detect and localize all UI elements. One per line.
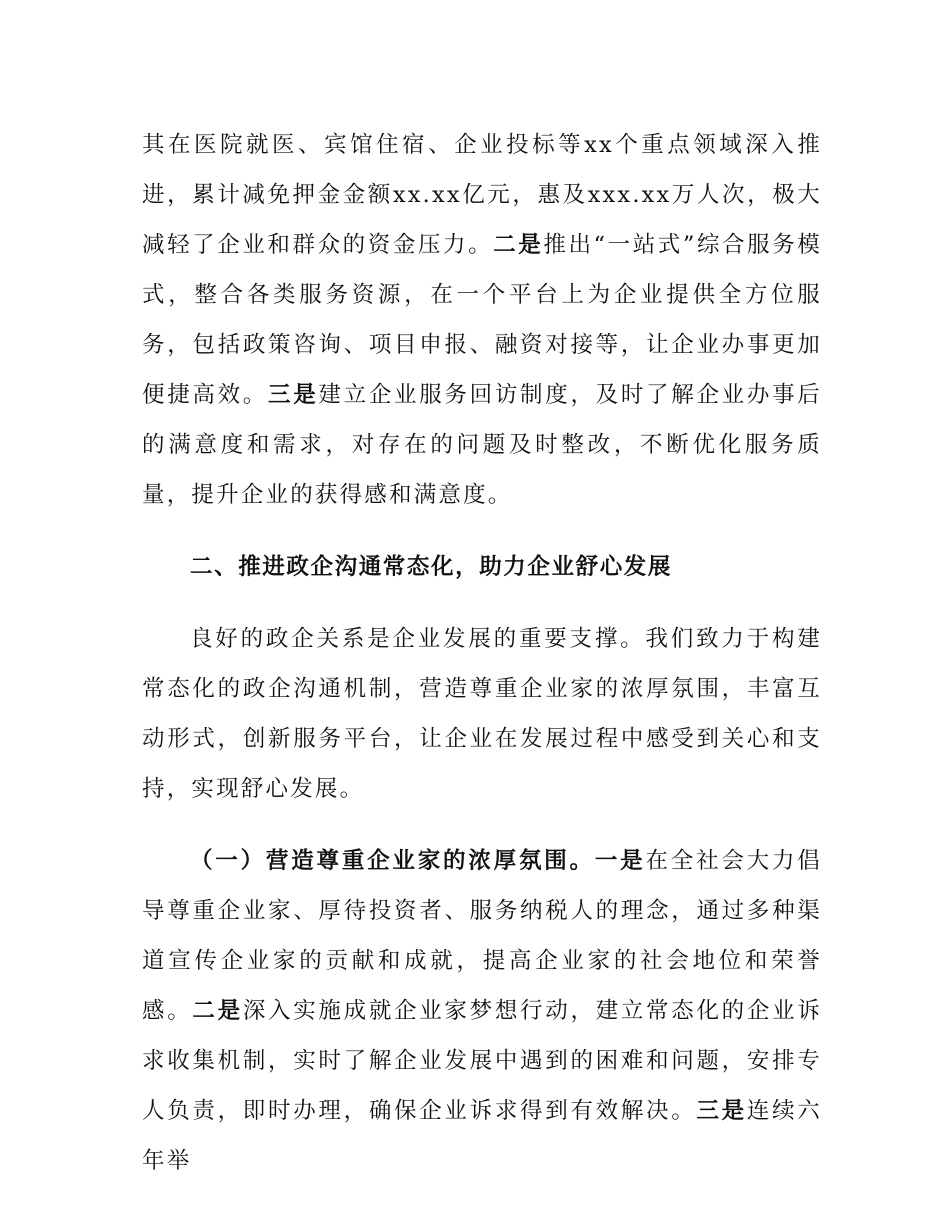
emphasis-first: 一是 xyxy=(594,848,646,874)
paragraph-text: 推出“一站式”综合服务模式，整合各类服务资源，在一个平台上为企业提供全方位服务，包括政策咨询、项目申报、融资对接等，让企业办事更加便捷高效。 xyxy=(142,232,822,408)
paragraph-deposit-reduction xyxy=(142,120,822,520)
document-body xyxy=(142,120,822,1186)
emphasis-third: 三是 xyxy=(696,1098,747,1124)
paragraph-text: 连续六年举 xyxy=(142,1098,822,1174)
emphasis-third: 三是 xyxy=(268,382,319,408)
paragraph-text: 深入实施成就企业家梦想行动，建立常态化的企业诉求收集机制，实时了解企业发展中遇到的困难和问题，安排专人负责，即时办理，确保企业诉求得到有效解决。 xyxy=(142,998,822,1124)
paragraph-text: 建立企业服务回访制度，及时了解企业办事后的满意度和需求，对存在的问题及时整改，不断优化服务质量，提升企业的获得感和满意度。 xyxy=(142,382,822,508)
paragraph-intro: 良好的政企关系是企业发展的重要支撑。我们致力于构建常态化的政企沟通机制，营造尊重企业家的浓厚氛围，丰富互动形式，创新服务平台，让企业在发展过程中感受到关心和支持，实现舒心发展。 xyxy=(142,626,822,802)
paragraph-text: 其在医院就医、宾馆住宿、企业投标等xx个重点领域深入推进，累计减免押金金额xx.xx亿元，惠及xxx.xx万人次，极大减轻了企业和群众的资金压力。 xyxy=(142,132,822,258)
emphasis-second: 二是 xyxy=(493,232,544,258)
paragraph-text: 在全社会大力倡导尊重企业家、厚待投资者、服务纳税人的理念，通过多种渠道宣传企业家的贡献和成就，提高企业家的社会地位和荣誉感。 xyxy=(142,848,822,1024)
emphasis-second: 二是 xyxy=(192,998,243,1024)
section-heading: 二、推进政企沟通常态化，助力企业舒心发展 xyxy=(190,554,673,580)
subsection-title: （一）营造尊重企业家的浓厚氛围。 xyxy=(190,848,595,874)
paragraph-entrepreneur-atmosphere xyxy=(142,836,822,1186)
